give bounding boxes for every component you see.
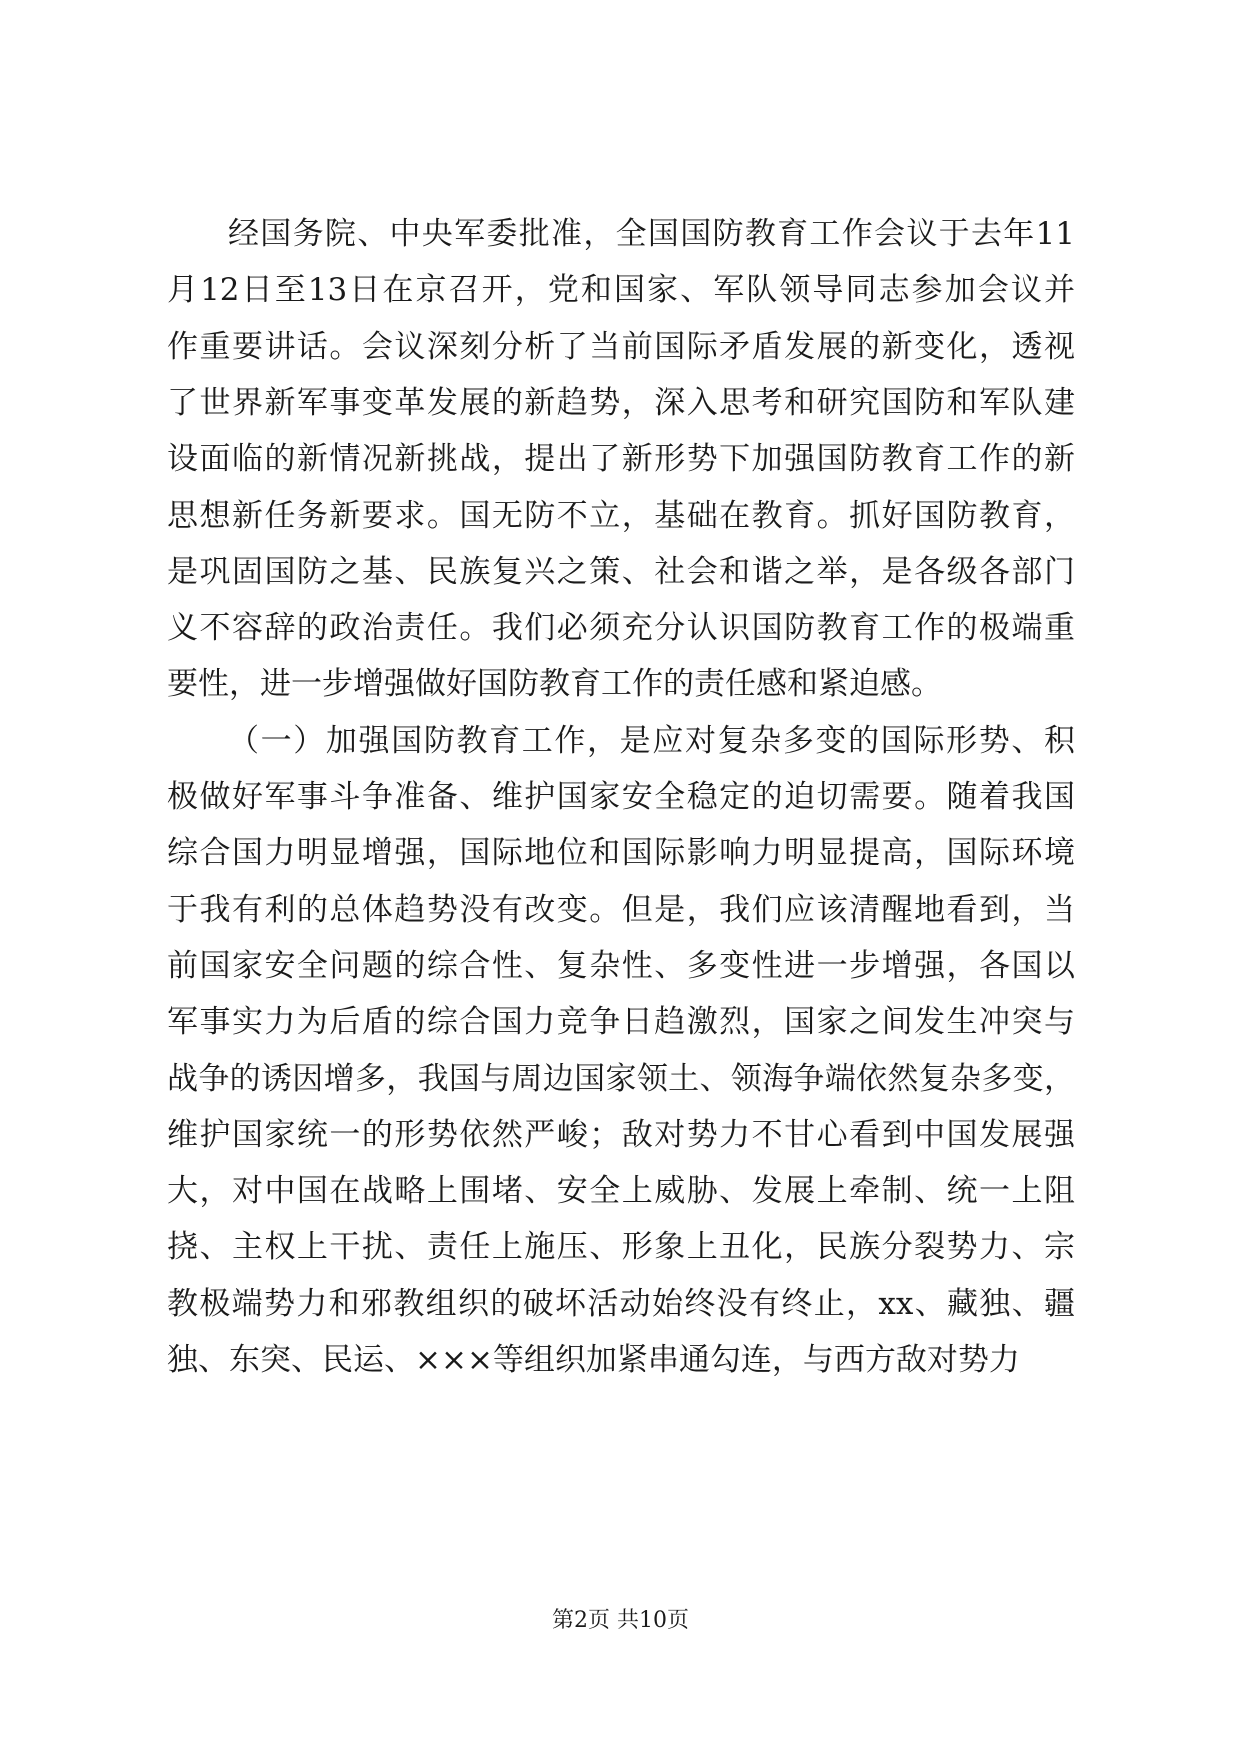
- paragraph-line: 于我有利的总体趋势没有改变。但是，我们应该清醒地看到，当: [167, 892, 1075, 928]
- page-footer: 第2页 共10页: [552, 1608, 689, 1633]
- paragraph-first-line: （一）加强国防教育工作，是应对复杂多变的国际形势、积: [228, 723, 1075, 759]
- paragraph-line: 前国家安全问题的综合性、复杂性、多变性进一步增强，各国以: [167, 948, 1075, 984]
- paragraph-line: 月12日至13日在京召开，党和国家、军队领导同志参加会议并: [167, 272, 1075, 308]
- paragraph-line: 作重要讲话。会议深刻分析了当前国际矛盾发展的新变化，透视: [167, 329, 1075, 365]
- paragraph-line: 设面临的新情况新挑战，提出了新形势下加强国防教育工作的新: [167, 441, 1075, 477]
- paragraph-line: 思想新任务新要求。国无防不立，基础在教育。抓好国防教育，: [167, 498, 1075, 534]
- paragraph-line: 要性，进一步增强做好国防教育工作的责任感和紧迫感。: [167, 666, 942, 702]
- paragraph-line: 军事实力为后盾的综合国力竞争日趋激烈，国家之间发生冲突与: [167, 1004, 1075, 1040]
- paragraph-line: 义不容辞的政治责任。我们必须充分认识国防教育工作的极端重: [167, 610, 1075, 646]
- paragraph-line: 了世界新军事变革发展的新趋势，深入思考和研究国防和军队建: [167, 385, 1075, 421]
- paragraph-line: 维护国家统一的形势依然严峻；敌对势力不甘心看到中国发展强: [167, 1117, 1075, 1153]
- paragraph-line: 是巩固国防之基、民族复兴之策、社会和谐之举，是各级各部门: [167, 554, 1075, 590]
- paragraph-first-line: 经国务院、中央军委批准，全国国防教育工作会议于去年11: [228, 216, 1075, 252]
- paragraph-line: 战争的诱因增多，我国与周边国家领土、领海争端依然复杂多变，: [167, 1061, 1075, 1097]
- paragraph-line: 综合国力明显增强，国际地位和国际影响力明显提高，国际环境: [167, 835, 1075, 871]
- paragraph-line: 教极端势力和邪教组织的破坏活动始终没有终止，xx、藏独、疆: [167, 1286, 1075, 1322]
- paragraph-line: 极做好军事斗争准备、维护国家安全稳定的迫切需要。随着我国: [167, 779, 1075, 815]
- paragraph-line: 独、东突、民运、×××等组织加紧串通勾连，与西方敌对势力: [167, 1342, 1020, 1378]
- paragraph-line: 挠、主权上干扰、责任上施压、形象上丑化，民族分裂势力、宗: [167, 1229, 1075, 1265]
- paragraph-line: 大，对中国在战略上围堵、安全上威胁、发展上牵制、统一上阻: [167, 1173, 1075, 1209]
